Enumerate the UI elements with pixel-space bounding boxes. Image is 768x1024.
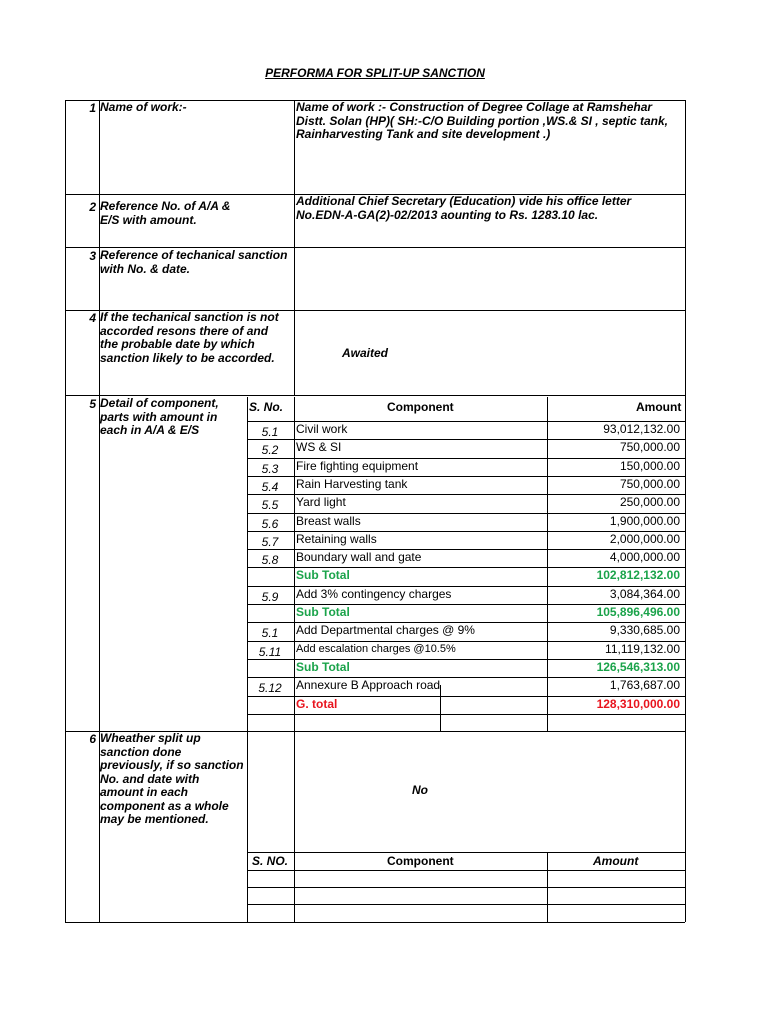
component-name: Breast walls <box>296 513 361 528</box>
split-header-sno: S. NO. <box>252 854 289 868</box>
row-label: Name of work:- <box>100 100 187 114</box>
component-amount: 750,000.00 <box>619 476 680 491</box>
component-sno: 5.2 <box>261 443 279 458</box>
row-label: may be mentioned. <box>100 812 209 826</box>
component-amount: 128,310,000.00 <box>596 696 680 711</box>
component-name: G. total <box>296 696 338 711</box>
row-label: previously, if so sanction <box>100 758 244 772</box>
row-label: accorded resons there of and <box>100 323 269 338</box>
row-label: parts with amount in <box>100 409 218 424</box>
component-amount: 4,000,000.00 <box>609 550 680 565</box>
component-sno: 5.1 <box>261 425 279 439</box>
row-label: No. and date with <box>100 771 200 786</box>
component-amount: 9,330,685.00 <box>609 623 680 638</box>
header-component: Component <box>387 400 454 414</box>
row-label: E/S with amount. <box>100 212 197 227</box>
component-sno: 5.5 <box>261 498 279 513</box>
split-row-border <box>247 887 685 888</box>
component-row-border <box>247 714 685 715</box>
row-label: Reference No. of A/A & <box>100 199 231 213</box>
split-header-amount: Amount <box>593 854 639 868</box>
split-header-component: Component <box>387 854 454 868</box>
component-amount: 3,084,364.00 <box>609 586 680 601</box>
row-label: Reference of techanical sanction <box>100 248 288 262</box>
component-sno: 5.12 <box>258 681 282 696</box>
reference-text: Additional Chief Secretary (Education) vide his office letter <box>296 194 632 208</box>
split-row-border <box>247 870 685 871</box>
component-amount: 750,000.00 <box>619 440 680 455</box>
outer-left-border <box>65 100 66 922</box>
row-label: amount in each <box>100 785 189 799</box>
sno-column-border <box>247 731 248 922</box>
component-name: Yard light <box>296 495 346 510</box>
component-column-border <box>294 731 295 922</box>
component-name: Fire fighting equipment <box>296 458 419 473</box>
page-title: PERFORMA FOR SPLIT-UP SANCTION <box>265 66 485 80</box>
component-amount: 102,812,132.00 <box>596 568 680 583</box>
component-name: Civil work <box>296 422 348 436</box>
component-name: Add escalation charges @10.5% <box>296 642 456 655</box>
component-amount: 2,000,000.00 <box>609 531 680 546</box>
component-sno: 5.8 <box>261 553 279 568</box>
component-amount: 105,896,496.00 <box>596 605 680 619</box>
reference-text: No.EDN-A-GA(2)-02/2013 aounting to Rs. 1283.10 lac. <box>296 208 599 222</box>
work-name-text: Name of work :- Construction of Degree Collage at Ramshehar <box>296 100 653 114</box>
component-name: WS & SI <box>296 440 342 455</box>
sanction-status: Awaited <box>342 346 389 360</box>
row-number: 3 <box>89 249 96 263</box>
work-name-text: Distt. Solan (HP)( SH:-C/O Building portion ,WS.& SI , septic tank, <box>296 113 668 128</box>
row-label: the probable date by which <box>100 337 255 351</box>
value-column-border <box>294 100 295 395</box>
component-amount: 150,000.00 <box>619 458 680 473</box>
split-status: No <box>412 783 428 797</box>
component-amount: 1,763,687.00 <box>609 678 680 693</box>
component-amount: 250,000.00 <box>619 495 680 510</box>
row-label: each in A/A & E/S <box>100 423 200 437</box>
row-number: 6 <box>89 732 96 746</box>
row-label: sanction done <box>100 744 182 759</box>
row-number: 4 <box>89 311 96 325</box>
component-sno: 5.7 <box>261 534 279 549</box>
component-name: Sub Total <box>296 568 350 583</box>
row-label: component as a whole <box>100 798 229 813</box>
row-number: 5 <box>89 397 96 411</box>
component-sno: 5.6 <box>261 516 279 531</box>
header-sno: S. No. <box>249 400 284 414</box>
split-row-border <box>247 852 685 853</box>
component-name: Sub Total <box>296 605 350 619</box>
work-name-text: Rainharvesting Tank and site development .) <box>296 127 551 141</box>
component-sno: 5.11 <box>258 644 282 659</box>
component-name: Sub Total <box>296 659 350 674</box>
component-sno: 5.1 <box>261 626 279 641</box>
row-number: 2 <box>89 200 96 214</box>
component-sno: 5.4 <box>261 479 279 494</box>
component-amount: 126,546,313.00 <box>596 659 680 674</box>
component-name: Add 3% contingency charges <box>296 586 452 601</box>
row-border <box>65 922 685 923</box>
row-label: If the techanical sanction is not <box>100 310 279 324</box>
component-amount: 1,900,000.00 <box>609 513 680 528</box>
row-number: 1 <box>89 101 96 115</box>
component-name: Rain Harvesting tank <box>296 476 408 491</box>
component-amount: 93,012,132.00 <box>603 422 680 436</box>
grid-line <box>440 685 441 731</box>
component-name: Add Departmental charges @ 9% <box>296 623 475 638</box>
outer-right-border <box>685 100 686 922</box>
row-label: Detail of component, <box>100 396 219 410</box>
header-amount: Amount <box>636 400 682 414</box>
component-sno: 5.9 <box>261 589 279 604</box>
row-label: with No. & date. <box>100 261 190 276</box>
component-name: Retaining walls <box>296 531 377 546</box>
component-sno: 5.3 <box>261 461 279 476</box>
component-name: Annexure B Approach road <box>296 678 441 693</box>
row-label: Wheather split up <box>100 731 201 745</box>
component-column-border <box>294 397 295 731</box>
component-name: Boundary wall and gate <box>296 550 422 565</box>
row-label: sanction likely to be accorded. <box>100 350 275 365</box>
split-row-border <box>247 904 685 905</box>
component-amount: 11,119,132.00 <box>605 641 680 656</box>
